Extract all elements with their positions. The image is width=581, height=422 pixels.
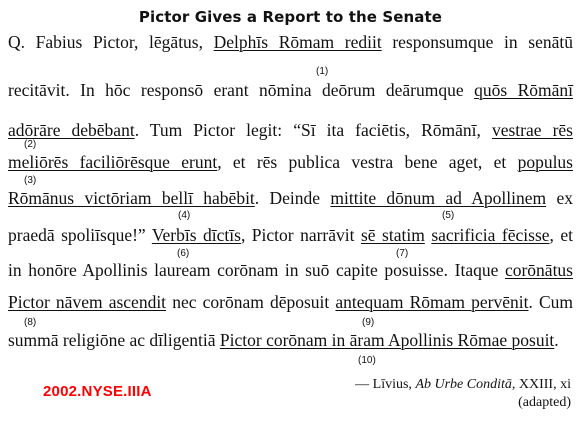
marker-4: (4) xyxy=(178,210,191,221)
passage-line-8 xyxy=(8,292,573,312)
passage-text: recitāvit. In hōc responsō erant nōmina deōrum deārumque xyxy=(8,80,475,100)
marker-5: (5) xyxy=(442,210,455,221)
underlined-phrase: vestrae rēs xyxy=(491,120,573,140)
passage-line-4 xyxy=(8,152,573,172)
passage-text: responsumque in senātū xyxy=(381,32,573,52)
marker-2: (2) xyxy=(24,139,37,150)
underlined-phrase: antequam Rōmam pervēnit xyxy=(335,292,529,312)
passage-text: . xyxy=(554,330,559,350)
underlined-phrase: Delphīs Rōmam rediit xyxy=(213,32,382,52)
passage-text: . Cum xyxy=(528,292,573,312)
passage-line-9 xyxy=(8,330,573,350)
underlined-phrase: corōnātus xyxy=(504,260,573,280)
exam-code: 2002.NYSE.IIIA xyxy=(43,383,152,400)
marker-6: (6) xyxy=(177,248,190,259)
underlined-phrase: Rōmānus victōriam bellī habēbit xyxy=(8,188,255,208)
citation-note: (adapted) xyxy=(518,395,571,410)
passage-text: , et rēs publica vestra bene aget, et xyxy=(217,152,518,172)
underlined-phrase: Verbīs dīctīs xyxy=(151,225,241,245)
passage-title: Pictor Gives a Report to the Senate xyxy=(138,8,443,26)
marker-8: (8) xyxy=(24,317,37,328)
passage-text: in honōre Apollinis lauream corōnam in suō capite posuisse. Itaque xyxy=(8,260,505,280)
passage-text: , Pictor narrāvit xyxy=(240,225,361,245)
underlined-phrase: sacrificia fēcisse xyxy=(431,225,550,245)
underlined-phrase: populus xyxy=(517,152,573,172)
underlined-phrase: quōs Rōmānī xyxy=(474,80,573,100)
passage-line-6 xyxy=(8,225,573,245)
marker-3: (3) xyxy=(24,175,37,186)
underlined-phrase: Pictor corōnam in āram Apollinis Rōmae posuit xyxy=(219,330,555,350)
passage-text: nec corōnam dēposuit xyxy=(166,292,336,312)
marker-9: (9) xyxy=(362,317,375,328)
citation-work: Ab Urbe Conditā xyxy=(415,377,512,392)
passage-text: Q. Fabius Pictor, lēgātus, xyxy=(8,32,214,52)
underlined-phrase: meliōrēs faciliōrēsque erunt xyxy=(8,152,218,172)
passage-line-2 xyxy=(8,80,573,100)
passage-text: praedā spoliīsque!” xyxy=(8,225,152,245)
passage-text: , et xyxy=(549,225,574,245)
passage-text: summā religiōne ac dīligentiā xyxy=(8,330,220,350)
passage-line-5 xyxy=(8,188,573,208)
marker-7: (7) xyxy=(396,248,409,259)
underlined-phrase: adōrāre debēbant xyxy=(8,120,135,140)
passage-text: . Deinde xyxy=(254,188,331,208)
citation-source xyxy=(355,376,571,394)
citation-book: , XXIII, xi xyxy=(511,377,571,392)
passage-text: ex xyxy=(546,188,573,208)
passage-line-1 xyxy=(8,32,573,52)
citation xyxy=(355,376,571,412)
underlined-phrase: mittite dōnum ad Apollinem xyxy=(330,188,547,208)
marker-10: (10) xyxy=(358,355,376,366)
passage-line-7 xyxy=(8,260,573,280)
passage-line-3 xyxy=(8,120,573,140)
underlined-phrase: Pictor nāvem ascendit xyxy=(8,292,167,312)
citation-author: — Līvius, xyxy=(355,377,412,392)
underlined-phrase: sē statim xyxy=(360,225,425,245)
marker-1: (1) xyxy=(316,66,329,77)
passage-text: . Tum Pictor legit: “Sī ita faciētis, Rōmānī, xyxy=(134,120,492,140)
